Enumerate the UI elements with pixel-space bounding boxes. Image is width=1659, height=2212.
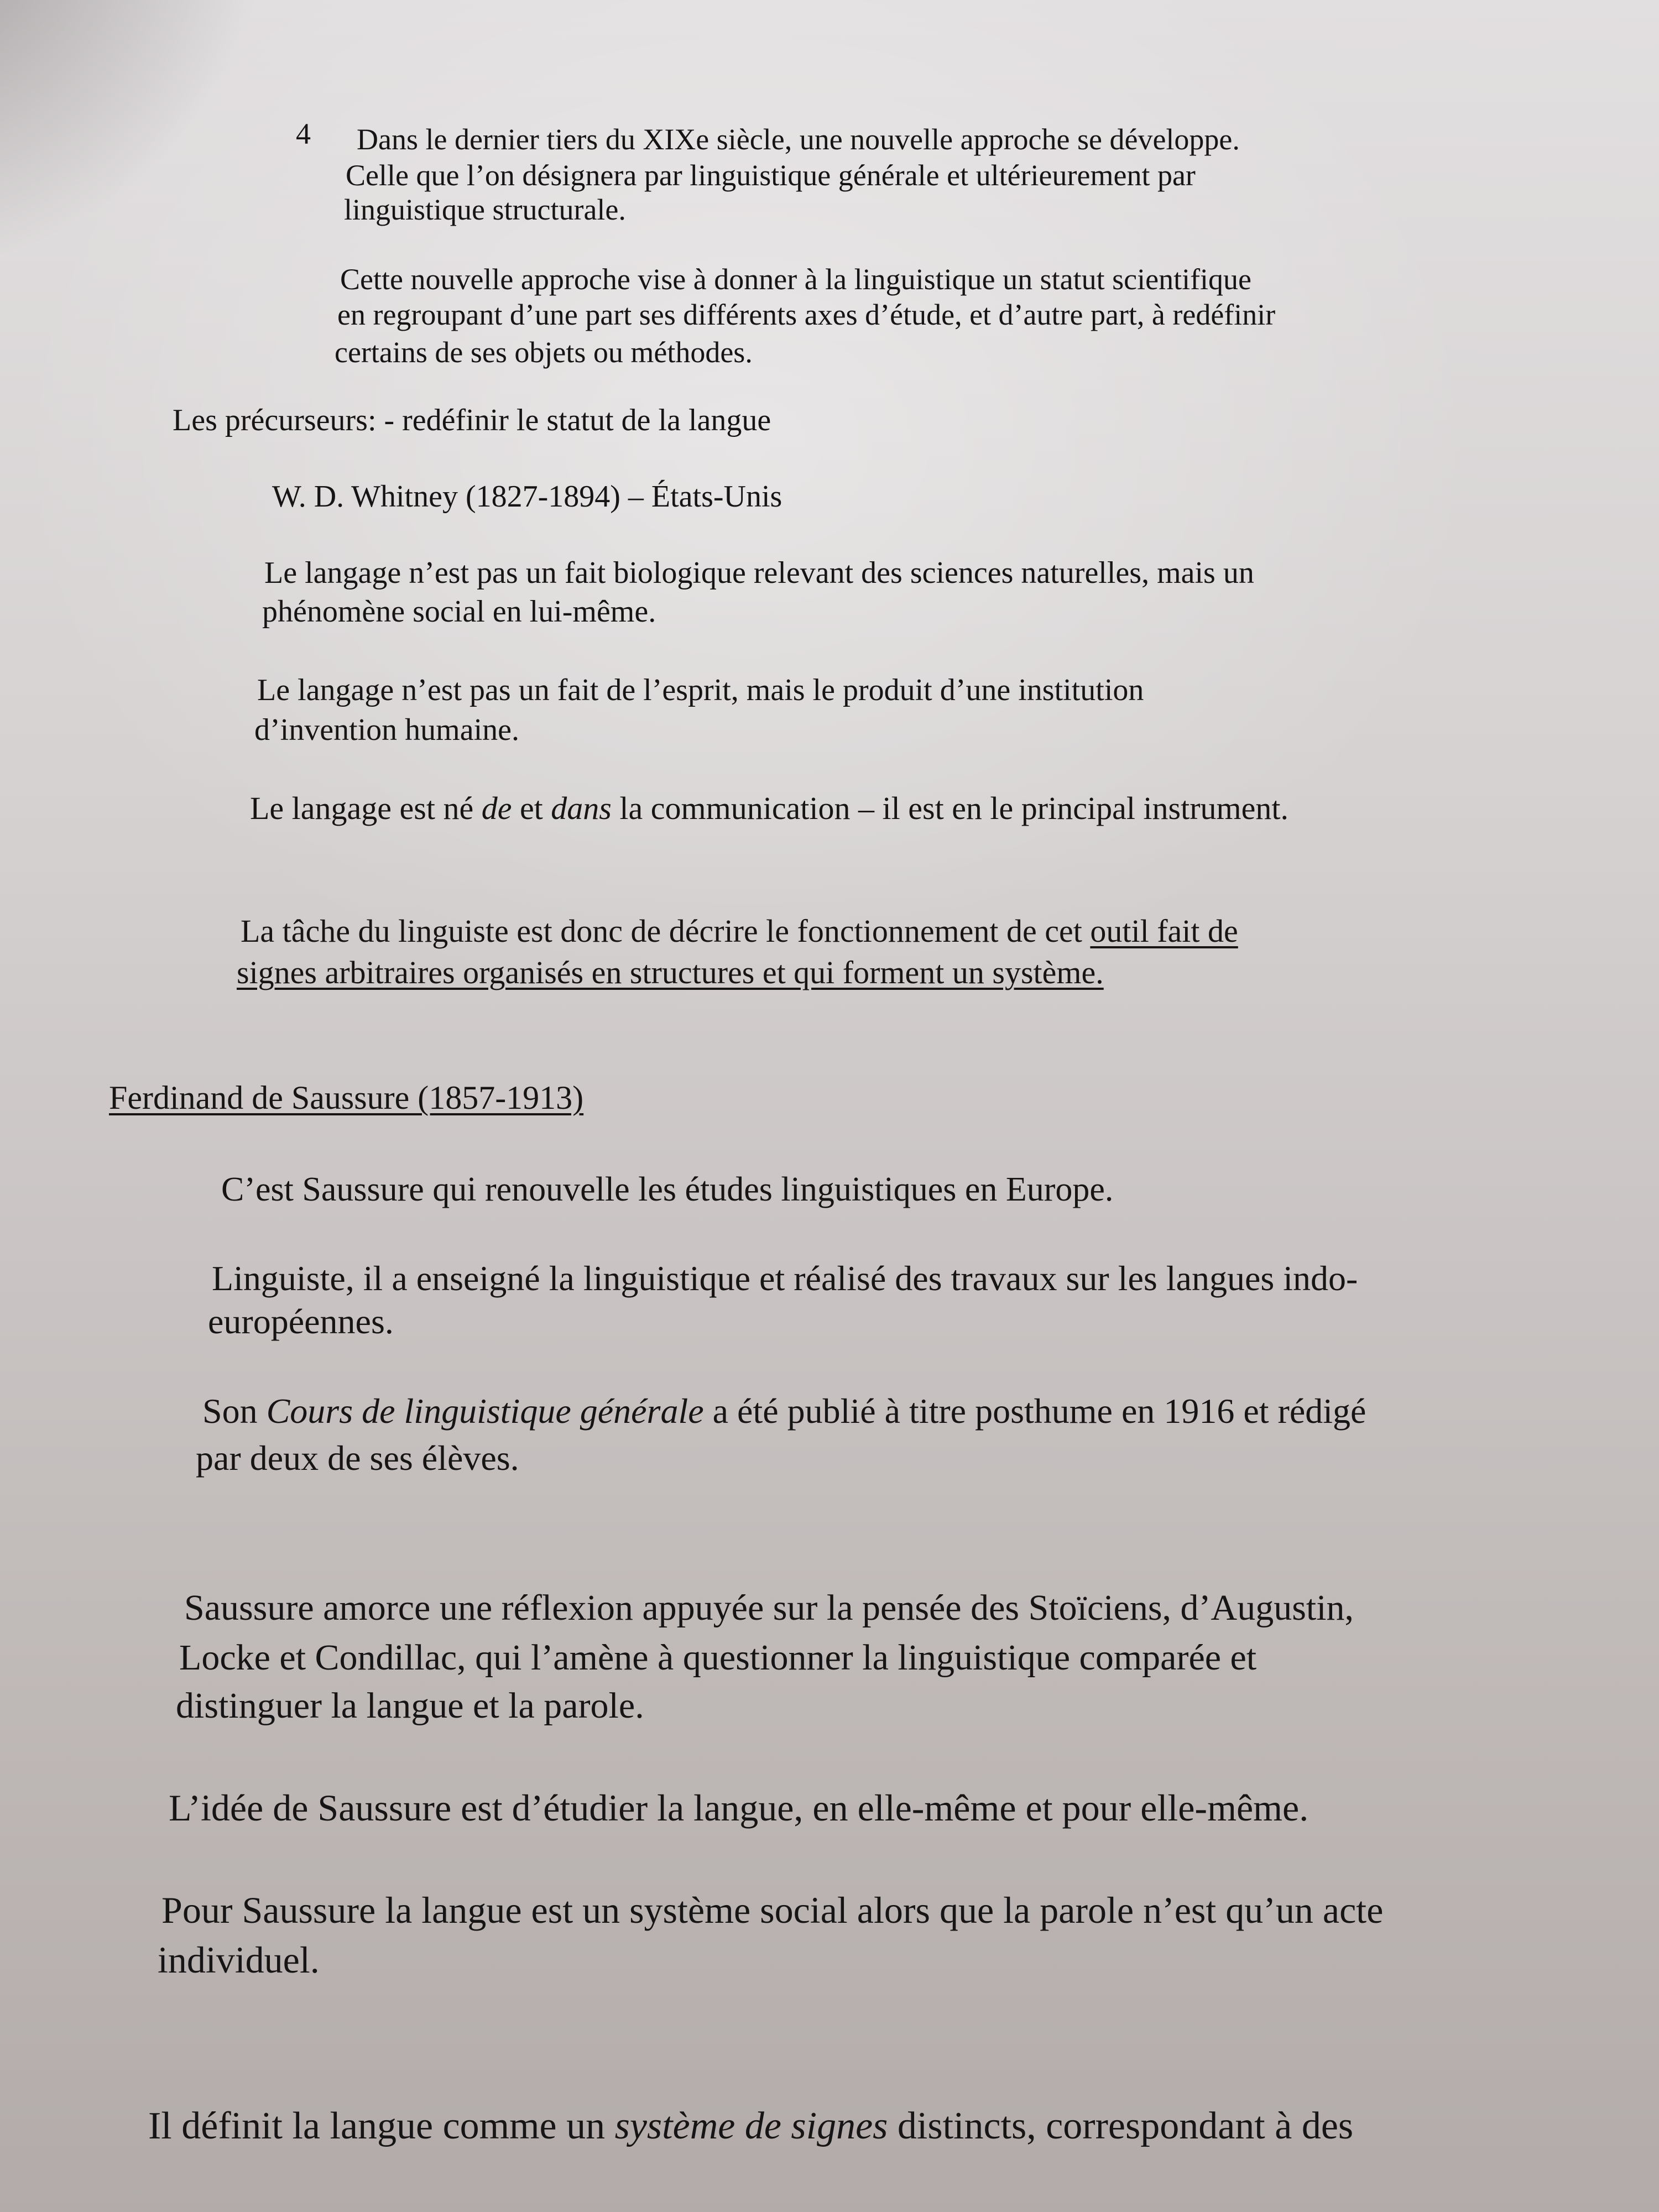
saussure-point3-line2: par deux de ses élèves.	[196, 1438, 519, 1478]
whitney-heading: W. D. Whitney (1827-1894) – États-Unis	[272, 479, 782, 514]
saussure-point2-line1: Linguiste, il a enseigné la linguistique et réalisé des travaux sur les langues indo-	[212, 1259, 1358, 1298]
page-corner-shadow	[0, 0, 276, 276]
saussure-point6-line2: individuel.	[158, 1939, 320, 1981]
whitney-point1-line1: Le langage n’est pas un fait biologique relevant des sciences naturelles, mais un	[264, 556, 1254, 590]
intro-p2-line2: en regroupant d’une part ses différents axes d’étude, et d’autre part, à redéfinir	[337, 298, 1276, 331]
saussure-point4-line1: Saussure amorce une réflexion appuyée sur la pensée des Stoïciens, d’Augustin,	[184, 1588, 1354, 1628]
saussure-point5: L’idée de Saussure est d’étudier la langue, en elle-même et pour elle-même.	[169, 1787, 1309, 1829]
saussure-point2-line2: européennes.	[208, 1302, 394, 1341]
saussure-point4-line3: distinguer la langue et la parole.	[176, 1686, 644, 1726]
whitney-point4-line1	[241, 915, 1238, 947]
saussure-point7-part-a: Il définit la langue comme un	[148, 2105, 615, 2147]
saussure-heading: Ferdinand de Saussure (1857-1913)	[109, 1079, 584, 1116]
intro-p1-line3: linguistique structurale.	[344, 193, 626, 226]
whitney-point3-part-c: et	[512, 790, 551, 826]
saussure-point4-line2: Locke et Condillac, qui l’amène à questionner la linguistique comparée et	[179, 1637, 1257, 1678]
saussure-point3-part-a: Son	[202, 1391, 267, 1431]
saussure-point3-part-c: a été publié à titre posthume en 1916 et rédigé	[703, 1391, 1366, 1431]
saussure-point6-line1: Pour Saussure la langue est un système social alors que la parole n’est qu’un acte	[161, 1889, 1384, 1931]
whitney-point3-italic-dans: dans	[551, 790, 612, 826]
whitney-point2-line2: d’invention humaine.	[254, 713, 520, 747]
saussure-point3-line1	[202, 1391, 1366, 1431]
intro-p1-line1: Dans le dernier tiers du XIXe siècle, une nouvelle approche se développe.	[357, 123, 1240, 156]
saussure-point7-line1	[148, 2107, 1353, 2146]
whitney-point2-line1: Le langage n’est pas un fait de l’esprit, mais le produit d’une institution	[257, 673, 1144, 707]
whitney-point4-plain: La tâche du linguiste est donc de décrire le fonctionnement de cet	[241, 913, 1091, 949]
whitney-point1-line2: phénomène social en lui-même.	[262, 594, 656, 629]
section-number: 4	[296, 117, 311, 150]
whitney-point3-part-a: Le langage est né	[250, 790, 482, 826]
intro-p2-line3: certains de ses objets ou méthodes.	[335, 336, 753, 369]
whitney-point4-line2: signes arbitraires organisés en structures et qui forment un système.	[237, 954, 1104, 990]
whitney-point4-underlined-a: outil fait de	[1090, 913, 1238, 949]
saussure-point7-italic: système de signes	[614, 2105, 888, 2147]
intro-p2-line1: Cette nouvelle approche vise à donner à la linguistique un statut scientifique	[340, 263, 1252, 296]
intro-p1-line2: Celle que l’on désignera par linguistique générale et ultérieurement par	[346, 159, 1196, 192]
saussure-point7-part-c: distincts, correspondant à des	[888, 2105, 1354, 2147]
whitney-point3-part-e: la communication – il est en le principal instrument.	[611, 790, 1289, 826]
whitney-point3	[250, 792, 1288, 825]
saussure-point1: C’est Saussure qui renouvelle les études linguistiques en Europe.	[221, 1171, 1114, 1208]
whitney-point3-italic-de: de	[481, 790, 512, 826]
precursors-heading: Les précurseurs: - redéfinir le statut de la langue	[173, 403, 771, 437]
saussure-point3-book-title: Cours de linguistique générale	[266, 1391, 704, 1431]
